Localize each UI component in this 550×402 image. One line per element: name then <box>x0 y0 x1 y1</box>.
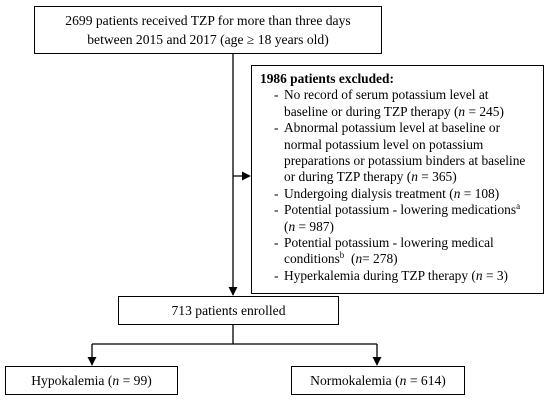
enrolled-box <box>118 296 339 325</box>
exclusion-text: Abnormal potassium level at baseline or <box>284 120 501 136</box>
bullet-dash: - <box>274 185 279 201</box>
exclusion-text: (n = 987) <box>284 218 334 234</box>
bullet-dash: - <box>274 120 279 136</box>
bullet-dash: - <box>274 267 279 283</box>
exclusion-item <box>260 186 537 202</box>
exclusion-text: baseline or during TZP therapy (n = 245) <box>284 103 504 119</box>
exclusion-item <box>260 235 537 268</box>
initial-cohort-box <box>34 6 382 54</box>
normokalemia-label: Normokalemia (n = 614) <box>310 373 446 388</box>
exclusion-item <box>260 268 537 284</box>
enrolled-label: 713 patients enrolled <box>171 303 286 318</box>
exclusion-text: normal potassium level on potassium <box>284 136 484 152</box>
exclusion-text: Potential potassium - lowering medical <box>284 235 494 251</box>
exclusion-text: No record of serum potassium level at <box>284 87 489 103</box>
exclusion-box <box>251 65 544 294</box>
hypokalemia-box <box>5 366 178 395</box>
normokalemia-box <box>291 366 465 395</box>
exclusion-item <box>260 87 537 120</box>
exclusion-item <box>260 202 537 235</box>
exclusion-text: Potential potassium - lowering medications$^a$ <box>284 201 521 218</box>
hypokalemia-label: Hypokalemia (n = 99) <box>31 373 152 388</box>
bullet-dash: - <box>274 87 279 103</box>
initial-cohort-line2: between 2015 and 2017 (age ≥ 18 years old) <box>87 32 329 47</box>
exclusion-title: 1986 patients excluded: <box>260 71 394 86</box>
exclusion-text: preparations or potassium binders at baseline <box>284 153 526 169</box>
exclusion-text: conditions$^b$ (n= 278) <box>284 250 398 267</box>
exclusion-item <box>260 120 537 186</box>
initial-cohort-line1: 2699 patients received TZP for more than three days <box>65 13 351 28</box>
bullet-dash: - <box>274 235 279 251</box>
bullet-dash: - <box>274 202 279 218</box>
exclusion-text: Hyperkalemia during TZP therapy (n = 3) <box>284 267 508 283</box>
exclusion-text: or during TZP therapy (n = 365) <box>284 169 457 185</box>
exclusion-text: Undergoing dialysis treatment (n = 108) <box>284 185 500 201</box>
